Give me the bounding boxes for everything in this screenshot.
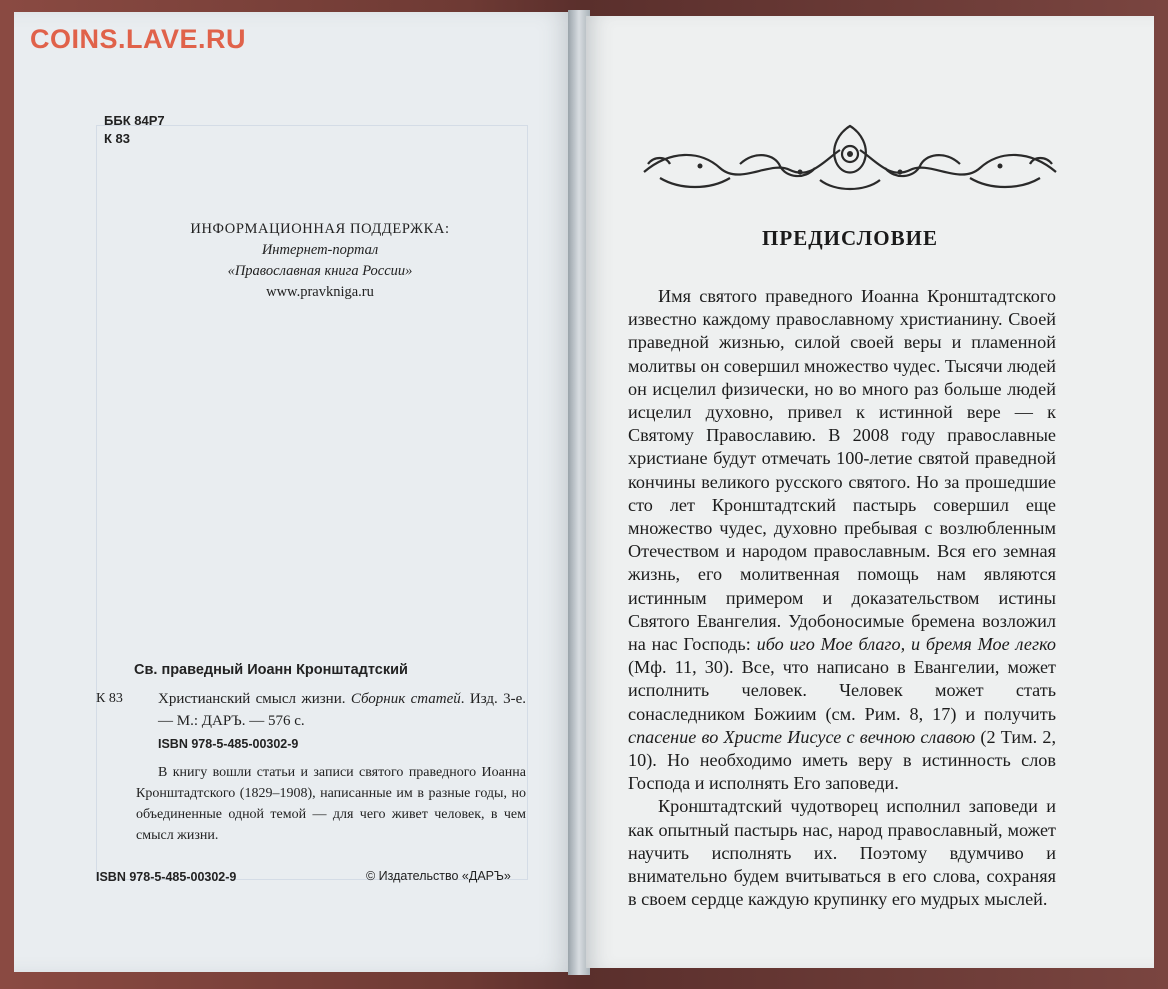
copyright: © Издательство «ДАРЪ» <box>366 869 511 883</box>
page-title: ПРЕДИСЛОВИЕ <box>762 226 938 250</box>
paragraph-2: Кронштадтский чудотворец исполнил заповеди и как опытный пастырь нас, народ православный, может научить исполнять их. Поэтому вдумчиво и внимательно будем вчитываться в его слова, сохраняя в своем сердце каждую крупинку его мудрых мыслей. <box>628 796 1056 910</box>
paragraph-1-quote-2: спасение во Христе Иисусе с вечною славою <box>628 726 976 747</box>
catalog-code: К 83 <box>96 691 123 706</box>
annotation: В книгу вошли статьи и записи святого праведного Иоанна Кронштадтского (1829–1908), написанные им в разные годы, но объединенные одной темой — для чего живет человек, в чем смысл жизни. <box>136 765 526 843</box>
isbn: ISBN 978-5-485-00302-9 <box>158 737 299 751</box>
book-title-entry <box>158 688 526 732</box>
paragraph-1-c: (2 Тим. 2, 10). Но необходимо иметь веру в истинность слов Господа и исполнять Его заповеди. <box>628 726 1056 794</box>
bbk-line-2: К 83 <box>104 131 131 146</box>
paragraph-1-quote-1: ибо иго Мое благо, и бремя Мое легко <box>756 634 1056 655</box>
info-url: www.pravkniga.ru <box>266 284 374 300</box>
info-support <box>100 219 540 303</box>
info-heading: ИНФОРМАЦИОННАЯ ПОДДЕРЖКА: <box>190 221 450 237</box>
title-italic: Сборник статей <box>350 691 461 707</box>
info-line-2: «Православная книга России» <box>227 263 413 279</box>
watermark: COINS.LAVE.RU <box>30 24 247 54</box>
bbk-line-1: ББК 84Р7 <box>104 113 165 128</box>
bbk-code <box>104 112 165 148</box>
title-part-2: . Изд. 3-е. — М.: ДАРЪ. — 576 с. <box>158 691 527 729</box>
paragraph-1-a: Имя святого праведного Иоанна Кронштадтского известно каждому православному христианину. Своей праведной жизнью, силой своей веры и пламенной молитвы он совершил множество чудес. Тысячи людей он исцелил физически, но во много раз больше людей исцелил духовно, привел к истинной вере — к Святому Православию. В 2008 году православные христиане будут отмечать 100-летие святой праведной кончины великого русского святого. Но за прошедшие сто лет Кронштадтский пастырь совершил еще множество чудес, духовно пребывая с возлюбленным Отечеством и народом православным. Вся его земная жизнь, его молитвенная помощь нам являются истинным примером и доказательством истины Святого Евангелия. Удобоносимые бремена возложил на нас Господь: <box>628 286 1057 655</box>
paragraph-1-b: (Мф. 11, 30). Все, что написано в Евангелии, может исполнить человек. Человек может стать сонаследником Божиим (см. Рим. 8, 17) и получить <box>628 657 1056 724</box>
preface-text <box>628 285 1056 911</box>
title-part-1: Христианский смысл жизни. <box>158 691 351 707</box>
ornament-icon <box>640 120 1060 202</box>
paragraph-1 <box>628 285 1056 795</box>
info-line-1: Интернет-портал <box>261 242 379 258</box>
isbn-bottom: ISBN 978-5-485-00302-9 <box>96 870 237 884</box>
author: Св. праведный Иоанн Кронштадтский <box>134 662 408 678</box>
